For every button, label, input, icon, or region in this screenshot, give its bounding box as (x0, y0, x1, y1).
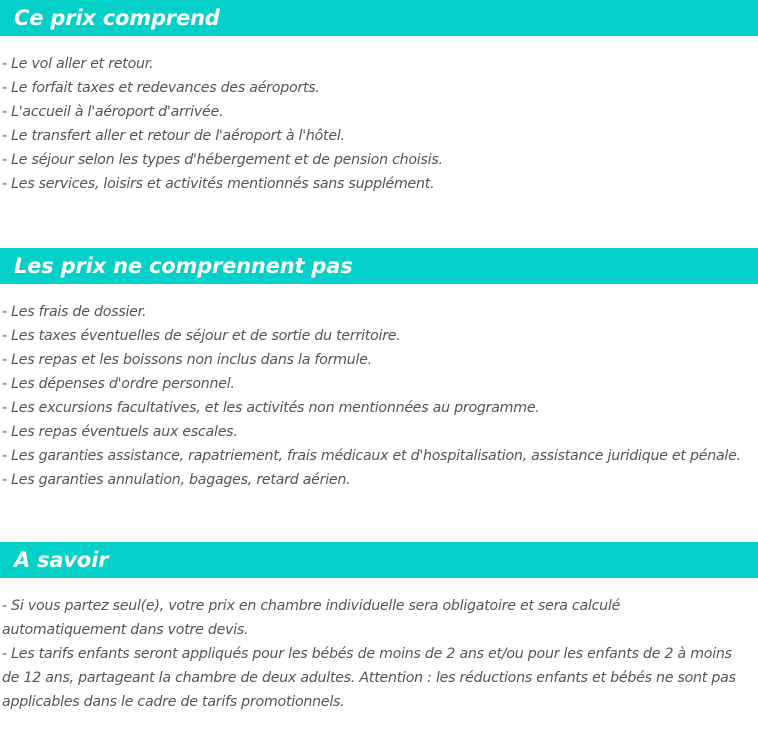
list-item: - Les services, loisirs et activités mentionnés sans supplément. (2, 176, 435, 192)
section-body-included (0, 52, 758, 196)
section-title-not-included: Les prix ne comprennent pas (14, 254, 353, 278)
section-title-good-to-know: A savoir (14, 548, 109, 572)
paragraph: - Les tarifs enfants seront appliqués pour les bébés de moins de 2 ans et/ou pour les enfants de 2 à moins de 12 ans, partageant la chambre de deux adultes. Attention : les réductions enfants et bébés ne sont pas applicables dans le cadre de tarifs promotionnels. (2, 646, 736, 710)
list-item: - Le vol aller et retour. (2, 56, 154, 72)
paragraph: - Si vous partez seul(e), votre prix en chambre individuelle sera obligatoire et sera calculé automatiquement dans votre devis. (2, 598, 621, 638)
section-body-good-to-know (0, 594, 758, 714)
section-title-included: Ce prix comprend (14, 6, 220, 30)
list-item: - Les frais de dossier. (2, 304, 147, 320)
list-item: - L'accueil à l'aéroport d'arrivée. (2, 104, 224, 120)
spacer (0, 578, 758, 594)
list-item: - Les repas éventuels aux escales. (2, 424, 238, 440)
list-item: - Les dépenses d'ordre personnel. (2, 376, 235, 392)
list-item: - Les garanties assistance, rapatriement, frais médicaux et d'hospitalisation, assistance juridique et pénale. (2, 448, 741, 464)
list-item: - Les taxes éventuelles de séjour et de sortie du territoire. (2, 328, 401, 344)
section-header-not-included (0, 248, 758, 284)
section-header-good-to-know (0, 542, 758, 578)
list-item: - Les garanties annulation, bagages, retard aérien. (2, 472, 351, 488)
list-item: - Les excursions facultatives, et les activités non mentionnées au programme. (2, 400, 540, 416)
list-item: - Le transfert aller et retour de l'aéroport à l'hôtel. (2, 128, 345, 144)
section-body-not-included (0, 300, 758, 492)
list-item: - Le forfait taxes et redevances des aéroports. (2, 80, 320, 96)
spacer (0, 36, 758, 52)
list-item: - Le séjour selon les types d'hébergement et de pension choisis. (2, 152, 443, 168)
spacer (0, 492, 758, 542)
list-item: - Les repas et les boissons non inclus dans la formule. (2, 352, 372, 368)
spacer (0, 284, 758, 300)
spacer (0, 196, 758, 248)
section-header-included (0, 0, 758, 36)
